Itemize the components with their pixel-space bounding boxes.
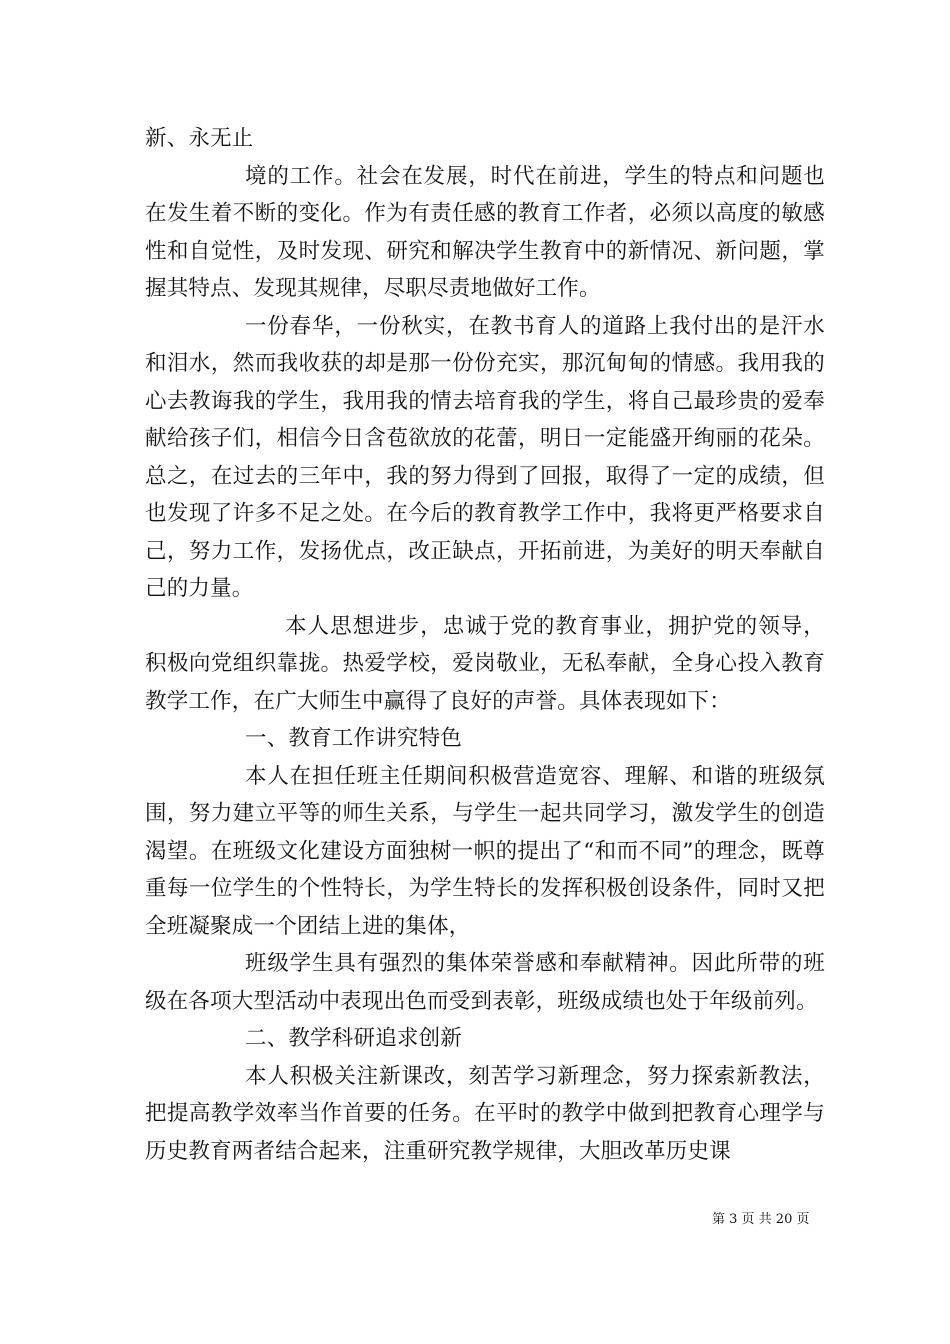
document-body bbox=[145, 120, 825, 1170]
section-heading-education: 一、教育工作讲究特色 bbox=[245, 726, 463, 751]
paragraph-work-environment: 境的工作。社会在发展，时代在前进，学生的特点和问题也在发生着不断的变化。作为有责任感的教育工作者，必须以高度的敏感性和自觉性，及时发现、研究和解决学生教育中的新情况、新问题，掌握其特点、发现其规律，尽职尽责地做好工作。 bbox=[145, 163, 825, 301]
page-number-footer: 第 3 页 共 20 页 bbox=[712, 1212, 810, 1227]
paragraph-class-honor: 班级学生具有强烈的集体荣誉感和奉献精神。因此所带的班级在各项大型活动中表现出色而受到表彰，班级成绩也处于年级前列。 bbox=[145, 951, 825, 1014]
paragraph-spring-autumn: 一份春华，一份秋实，在教书育人的道路上我付出的是汗水和泪水，然而我收获的却是那一份份充实，那沉甸甸的情感。我用我的心去教诲我的学生，我用我的情去培育我的学生，将自己最珍贵的爱奉献给孩子们，相信今日含苞欲放的花蕾，明日一定能盛开绚丽的花朵。总之，在过去的三年中，我的努力得到了回报，取得了一定的成绩，但也发现了许多不足之处。在今后的教育教学工作中，我将更严格要求自己，努力工作，发扬优点，改正缺点，开拓前进，为美好的明天奉献自己的力量。 bbox=[145, 313, 825, 601]
paragraph-continuation: 新、永无止 bbox=[145, 126, 254, 151]
paragraph-curriculum-reform: 本人积极关注新课改，刻苦学习新理念，努力探索新教法，把提高教学效率当作首要的任务。在平时的教学中做到把教育心理学与历史教育两者结合起来，注重研究教学规律，大胆改革历史课 bbox=[145, 1063, 825, 1164]
paragraph-ideology: 本人思想进步，忠诚于党的教育事业，拥护党的领导，积极向党组织靠拢。热爱学校，爱岗敬业，无私奉献，全身心投入教育教学工作，在广大师生中赢得了良好的声誉。具体表现如下： bbox=[145, 613, 825, 714]
paragraph-class-teacher: 本人在担任班主任期间积极营造宽容、理解、和谐的班级氛围，努力建立平等的师生关系，与学生一起共同学习，激发学生的创造渴望。在班级文化建设方面独树一帜的提出了“和而不同”的理念，既尊重每一位学生的个性特长，为学生特长的发挥积极创设条件，同时又把全班凝聚成一个团结上进的集体， bbox=[145, 763, 825, 939]
section-heading-research: 二、教学科研追求创新 bbox=[245, 1026, 463, 1051]
